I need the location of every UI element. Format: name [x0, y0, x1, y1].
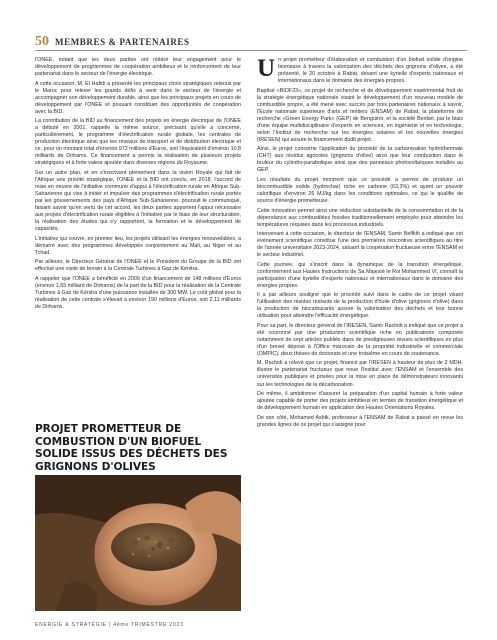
paragraph: Cette journée, qui s'inscrit dans la dynamique de la transition énergétique, conformément aux Hautes Instructions de Sa Majesté le Roi Mohammed VI, connaît la participation d'une kyrielle d'experts nationaux et internationaux dans le domaine des énergies propres. [257, 261, 463, 289]
paragraph: Sur un autre plan, et en s'inscrivant pleinement dans la vision Royale qui fait de l'Afrique une priorité stratégique, l'ONEE et la BID ont conclu, en 2018, l'accord de mise en oeuvre de l'initiative commune d'appui à l'électrification rurale en Afrique Sub-Saharienne qui vise à initier et impulser des programmes d'électrification rurale portés par les gouvernements des pays d'Afrique Sub-Saharienne, poursuit le communiqué, faisant savoir qu'en vertu de cet accord, les deux parties apportent l'appui nécessaire aux projets d'électrification rurale éligibles à l'initiative par le biais de leur structuration, la réalisation des études qui s'y rapportent, la formation et le développement de capacités. [35, 169, 241, 233]
paragraph: Intervenant à cette occasion, le directeur de l'ENSAM, Samir Belfkih a indiqué que cet événement scientifique constitue l'une des premières rencontres scientifiques au titre de l'année universitaire 2023-2024, saluant la coopération fructueuse entre l'ENSAM et le secteur industriel. [257, 231, 463, 259]
paragraph: La contribution de la BID au financement des projets en énergie électrique de l'ONEE a débuté en 2001, rappelle la même source, précisant qu'elle a concerné, particulièrement, le programme d'électrification rurale globale, les centrales de production électrique ainsi que les réseaux de transport et de distribution électrique et ce, pour un montant total d'environ 972 millions d'Euros, soit l'équivalent d'environ 10,8 milliards de Dirhams. Ce financement a permis la réalisation de plusieurs projets stratégiques et à forte valeur ajoutée dans diverses régions du Royaume. [35, 118, 241, 167]
right-article-column [257, 57, 463, 431]
page-number: 50 [35, 34, 49, 49]
article-headline: PROJET PROMETTEUR DE COMBUSTION D'UN BIOFUEL SOLIDE ISSUS DES DÉCHETS DES GRIGNONS D'OLIVES [35, 423, 228, 473]
drop-cap: U [257, 55, 276, 82]
page-footer: ENERGIE & STRATÉGIE | 4ème TRIMESTRE 2023 [35, 622, 184, 628]
header-divider [35, 50, 467, 51]
paragraph: De son côté, Mohamed Asbik, professeur à l'ENSAM de Rabat a passé en revue les grandes lignes de ce projet qui s'assigne pour [257, 414, 463, 428]
paragraph: Il a par ailleurs souligné que le procédé suivi dans le cadre de ce projet visant l'utilisation des résidus restants de la production d'huile d'olive (grignons d'olive) dans la production de biocarburants assure la valorisation des déchets et leur bonne utilisation pour atteindre l'efficacité énergétique. [257, 292, 463, 320]
section-title: MEMBRES & PARTENAIRES [55, 37, 190, 47]
paragraph: De même, il ambitionne d'assurer la préparation d'un capital humain à forte valeur ajoutée capable de porter des projets ambitieux en termes de transition énergétique et de développement humain en application des Hautes Orientations Royales. [257, 390, 463, 412]
hand-holding-olive-pomace-image [35, 475, 241, 611]
paragraph: A rappeler que l'ONEE a bénéficié en 2009 d'un financement de 148 millions d'Euros (environ 1,65 milliard de Dirhams) de la part de la BID pour la réalisation de la Centrale Turbines à Gaz de Kénitra d'une puissance installée de 300 MW. Le coût global pour la réalisation de cette centrale s'élevait à environ 190 millions d'Euros, soit 2,11 milliards de Dirhams. [35, 275, 241, 310]
paragraph: Ainsi, le projet concerne l'application du procédé de la carbonisation hydrothermale (CHT) aux résidus agricoles (grignons d'olive) ainsi que leur combustion dans le bruleur du cylindro-parabolique ainsi que des panneaux photovoltaïques installés au GEP. [257, 146, 463, 174]
left-article-column [35, 57, 241, 313]
paragraph: Cette innovation permet ainsi une réduction substantielle de la consommation et de la dépendance aux combustibles fossiles traditionnellement employés pour atteindre les températures requises dans les processus industriels. [257, 207, 463, 228]
olive-pomace-photo [35, 475, 241, 611]
lead-text: n projet prometteur d'élaboration et combustion d'un biofuel solide d'origine biomasse à travers la valorisation des déchets des grignons d'olives, a été présenté, le 20 octobre à Rabat, devant une kyrielle d'experts nationaux et internationaux dans le domaine des énergies propres. [278, 57, 463, 85]
paragraph: Par ailleurs, le Directeur Général de l'ONEE et le Président du Groupe de la BID ont effectué une visite de terrain à la Centrale Turbines à Gaz de Kénitra. [35, 259, 241, 273]
paragraph: Baptisé «BIOF23», ce projet de recherche et de développement expérimental fruit de la stratégie énergétique nationale visant le développement d'un nouveau modèle de combustible propre, a été mené avec succès par trois partenaires nationaux à savoir, l'Ecole nationale supérieure d'arts et métiers (ENSAM) de Rabat, la plateforme de recherche «Green Energy Park» (GEP) de Benguérir, et la société Benbel, par le biais d'une équipe multidisciplinaire d'experts en sciences, en ingénierie et en technologie, selon l'Institut de recherche sur les énergies solaires et les nouvelles énergies (IRESEN) qui assure le financement dudit projet. [257, 87, 463, 143]
paragraph: l'ONEE, notant que les deux parties ont réitéré leur engagement pour le développement de programmes de coopération ambitieux et le renforcement de leur partenariat dans le secteur de l'énergie électrique. [35, 57, 241, 78]
paragraph: Les résultats du projet montrent que ce procédé a permis de produire un biocombustible solide (hydrochar) riche en carbone (63,3%) et ayant un pouvoir calorifique d'environ 26 MJ/kg dans les conditions optimales, ce qui le qualifie de source d'énergie prometteuse. [257, 176, 463, 205]
paragraph: A cette occasion, M. El Hafidi a présenté les principaux choix stratégiques retenus par le Maroc pour relever les grands défis à venir dans le secteur de l'énergie et accompagner son développement durable, ainsi que les principaux projets en cours de développement par l'ONEE et pouvant constituer des opportunités de coopération avec la BID. [35, 80, 241, 115]
paragraph: M. Rachidi a relevé que ce projet, financé par l'IRESEN à hauteur de plus de 2 MDH, illustre le partenariat fructueux que noue l'Institut avec l'ENSAM et l'ensemble des universités publiques et privées pour la mise en place de démonstrateurs innovants sur les technologies de la décarbonation. [257, 360, 463, 388]
paragraph: L'initiative qui couvre, en premier lieu, les projets utilisant les énergies renouvelables, a démarré avec des programmes développés conjointement au Mali, au Niger et au Tchad. [35, 235, 241, 256]
lead-paragraph [257, 57, 463, 85]
page-header [35, 34, 467, 48]
paragraph: Pour sa part, le directeur général de l'IRESEN, Samir Rachidi a indiqué que ce projet a été couronné par une production scientifique riche en publications composée notamment de sept articles publiés dans de prestigieuses revues scientifiques en plus d'un brevet déposé à l'Office marocain de la propriété industrielle et commerciale (OMPIC), deux thèses de doctorats et une troisième en cours de soutenance. [257, 322, 463, 357]
